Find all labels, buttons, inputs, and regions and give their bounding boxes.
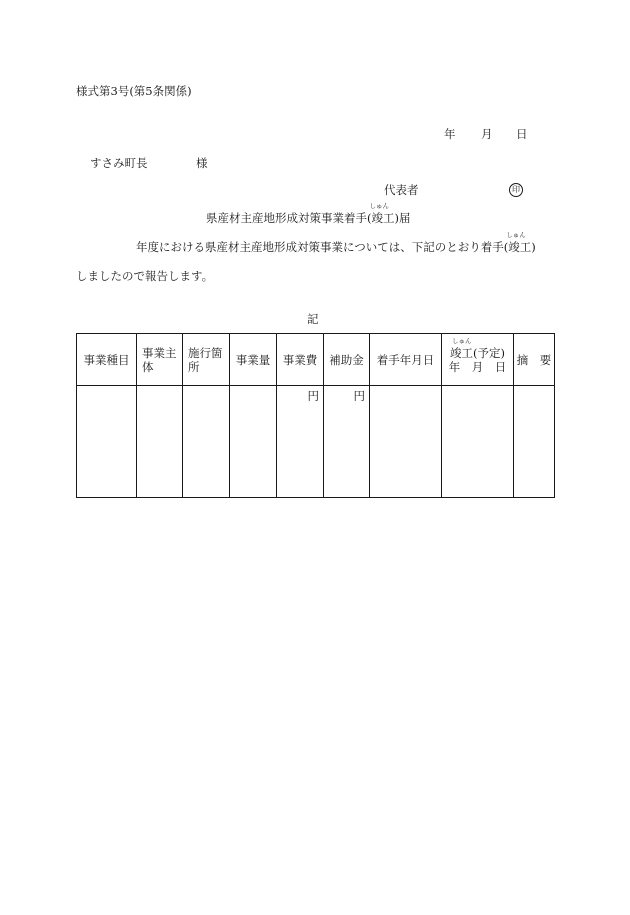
body-line-2: しましたので報告します。: [76, 269, 214, 283]
form-number: 様式第3号(第5条関係): [76, 84, 192, 98]
cell-quantity[interactable]: [230, 386, 277, 498]
body-ruby-text: しゅん: [506, 231, 526, 239]
report-table: [76, 333, 555, 498]
cell-start-date[interactable]: [370, 386, 442, 498]
document-title: [206, 202, 411, 225]
header-completion-date: 年 月 日: [448, 359, 507, 374]
body-ruby-base: 竣: [508, 240, 520, 254]
header-completion-base: 竣: [450, 345, 462, 360]
date-month-label: 月: [481, 127, 493, 141]
header-entity-text: 事業主体: [142, 345, 177, 374]
body-line-1-prefix: 年度における県産材主産地形成対策事業については、下記のとおり着手(: [136, 240, 509, 254]
subsidy-unit: 円: [353, 389, 365, 403]
cell-remarks[interactable]: [514, 386, 555, 498]
date-day-label: 日: [516, 127, 528, 141]
body-ruby: [506, 231, 526, 254]
header-start-date: 着手年月日: [370, 334, 442, 386]
header-quantity: 事業量: [230, 334, 277, 386]
table-row: [77, 386, 555, 498]
title-suffix: 工)届: [383, 211, 411, 225]
title-ruby-text: しゅん: [369, 202, 389, 210]
addressee-honorific: 様: [196, 156, 208, 170]
cell-cost[interactable]: [277, 386, 324, 498]
seal-mark: 印: [509, 183, 523, 197]
header-completion-ruby: しゅん: [452, 336, 472, 345]
title-prefix: 県産材主産地形成対策事業着手(: [206, 211, 372, 225]
table-header-row: [77, 334, 555, 386]
cell-type[interactable]: [77, 386, 137, 498]
cell-completion[interactable]: [442, 386, 514, 498]
header-entity: [137, 334, 183, 386]
header-location: [183, 334, 230, 386]
cost-unit: 円: [307, 389, 319, 403]
cell-subsidy[interactable]: [324, 386, 370, 498]
title-ruby-base: 竣: [371, 211, 383, 225]
header-remarks: 摘 要: [514, 334, 555, 386]
body-line-1: [136, 231, 536, 254]
addressee-name: すさみ町長: [90, 156, 148, 170]
date-year-label: 年: [444, 127, 456, 141]
header-subsidy: 補助金: [324, 334, 370, 386]
body-line-1-suffix: 工): [519, 240, 536, 254]
cell-location[interactable]: [183, 386, 230, 498]
header-completion: [442, 334, 514, 386]
ki-label: 記: [307, 312, 319, 326]
header-completion-rest: 工(予定): [461, 345, 505, 360]
representative-label: 代表者: [384, 183, 419, 197]
header-completion-title: [450, 336, 505, 360]
header-location-text: 施行箇所: [188, 345, 223, 374]
header-type: 事業種目: [77, 334, 137, 386]
header-cost: 事業費: [277, 334, 324, 386]
cell-entity[interactable]: [137, 386, 183, 498]
title-ruby: [369, 202, 389, 225]
